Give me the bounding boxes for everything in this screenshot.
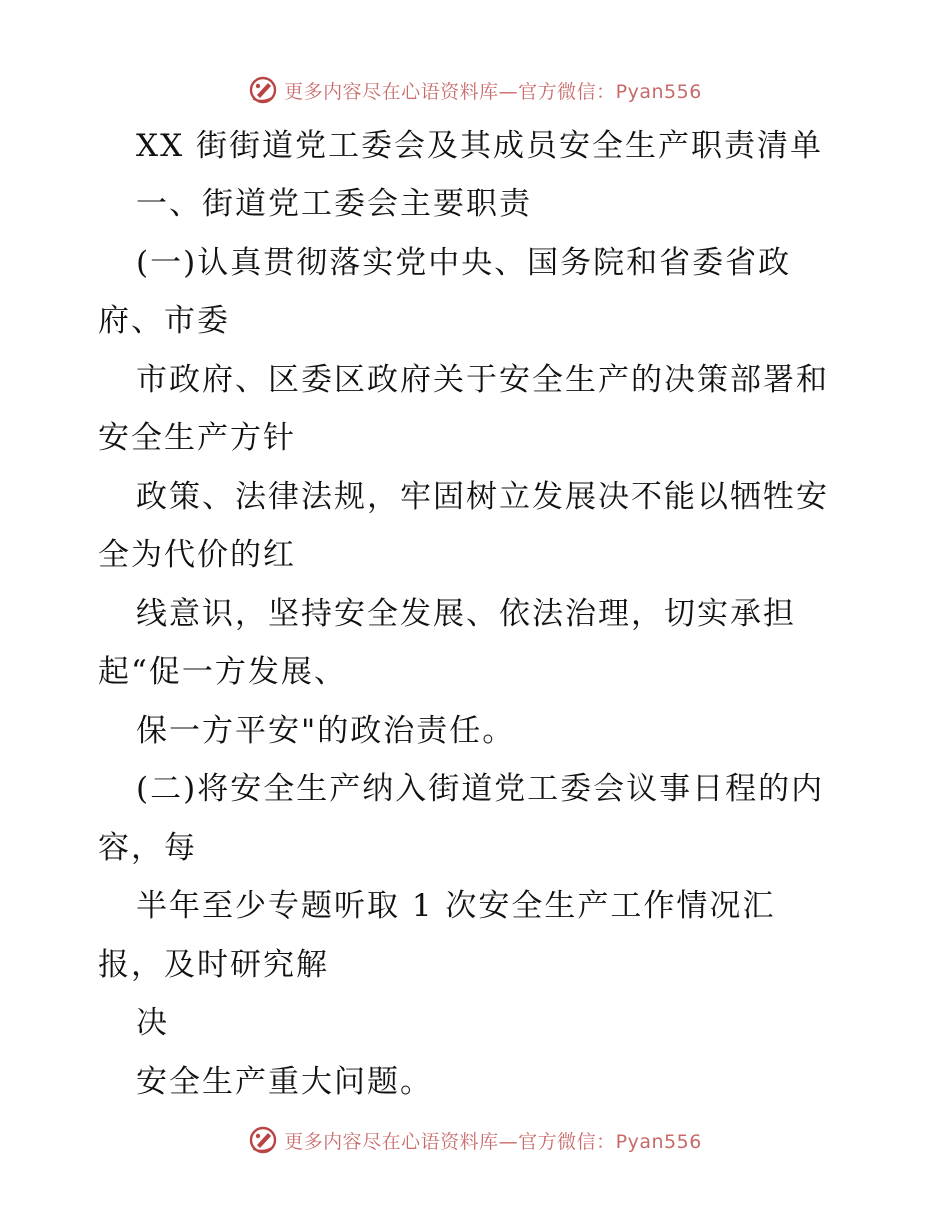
paragraph-line: 保一方平安"的政治责任。 [136,713,516,749]
paragraph-line: 全为代价的红 [98,537,296,573]
paragraph-line: 起“促一方发展、 [98,654,347,690]
section-heading: 一、街道党工委会主要职责 [136,186,532,222]
brand-logo-icon [248,1125,278,1155]
paragraph-line: (一)认真贯彻落实党中央、国务院和省委省政 [136,245,792,281]
watermark-site-text: 更多内容尽在心语资料库— [284,1130,519,1153]
document-title: XX 街街道党工委会及其成员安全生产职责清单 [136,128,823,164]
brand-logo-icon [248,75,278,105]
watermark-text [284,77,702,104]
paragraph-line: 安全生产方针 [98,420,296,456]
paragraph-line: 决 [136,1005,169,1041]
watermark-group [248,1125,702,1155]
paragraph-line: 线意识，坚持安全发展、依法治理，切实承担 [136,596,796,632]
paragraph-line: 报，及时研究解 [98,947,329,983]
paragraph-line: 半年至少专题听取 1 次安全生产工作情况汇 [136,888,776,924]
watermark-text [284,1127,702,1154]
watermark-site-text: 更多内容尽在心语资料库— [284,80,519,103]
footer-watermark [0,1120,950,1160]
paragraph-line: 安全生产重大问题。 [136,1064,433,1100]
paragraph-line: 政策、法律法规，牢固树立发展决不能以牺牲安 [136,479,829,515]
watermark-wechat-text: 官方微信：Pyan556 [518,80,702,103]
watermark-wechat-text: 官方微信：Pyan556 [518,1130,702,1153]
paragraph-line: 府、市委 [98,303,230,339]
header-watermark [0,70,950,110]
paragraph-line: 市政府、区委区政府关于安全生产的决策部署和 [136,362,829,398]
watermark-group [248,75,702,105]
paragraph-line: (二)将安全生产纳入街道党工委会议事日程的内 [136,771,825,807]
paragraph-line: 容，每 [98,830,197,866]
